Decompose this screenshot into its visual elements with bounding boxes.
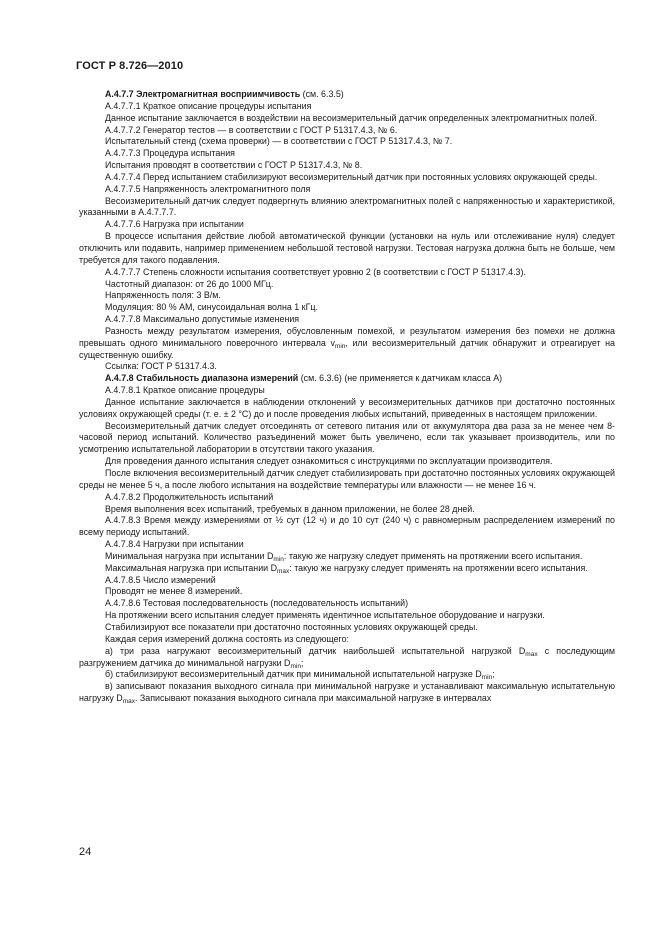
- section-heading: А.4.7.8 Стабильность диапазона измерений: [105, 373, 299, 384]
- paragraph: а) три раза нагружают весоизмерительный датчик наибольшей испытательной нагрузкой $D_{max}$ с последующим разгружением датчика до минимальной нагрузки $D_{min}$;: [79, 645, 615, 670]
- paragraph: Ссылка: ГОСТ Р 51317.4.3.: [105, 361, 217, 372]
- paragraph: Проводят не менее 8 измерений.: [105, 586, 243, 597]
- paragraph: б) стабилизируют весоизмерительный датчик при минимальной испытательной нагрузке $D_{min}$;: [105, 669, 495, 682]
- paragraph: А.4.7.8.2 Продолжительность испытаний: [105, 491, 274, 502]
- paragraph: А.4.7.8.4 Нагрузки при испытании: [105, 539, 244, 550]
- paragraph: в) записывают показания выходного сигнала при минимальной нагрузке и устанавливают максимальную испытательную нагрузку $D_{max}$. Записывают показания выходного сигнала при максимальной нагрузке в интервалах: [79, 681, 615, 706]
- paragraph: А.4.7.8 Стабильность диапазона измерений (см. 6.3.6) (не применяется к датчикам класса А): [105, 373, 503, 384]
- paragraph: Испытания проводят в соответствии с ГОСТ Р 51317.4.3, № 8.: [105, 160, 363, 171]
- subscript: min: [273, 555, 284, 563]
- paragraph: А.4.7.7.4 Перед испытанием стабилизируют весоизмерительный датчик при постоянных условиях окружающей среды.: [105, 171, 598, 182]
- paragraph: На протяжении всего испытания следует применять идентичное испытательное оборудование и нагрузки.: [105, 610, 545, 621]
- paragraph: Испытательный стенд (схема проверки) — в соответствии с ГОСТ Р 51317.4.3, № 7.: [105, 136, 453, 147]
- paragraph: Модуляция: 80 % АМ, синусоидальная волна 1 кГц.: [105, 302, 318, 313]
- subscript: max: [277, 567, 290, 575]
- paragraph: После включения весоизмерительный датчик следует стабилизировать при достаточно постоянных условиях окружающей среды не менее 5 ч, а после любого испытания на воздействие температуры или влажности — не менее 16 ч.: [79, 468, 615, 490]
- paragraph: А.4.7.7.8 Максимально допустимые изменения: [105, 314, 300, 325]
- subscript: max: [122, 698, 135, 706]
- paragraph: А.4.7.7.5 Напряженность электромагнитного поля: [105, 183, 311, 194]
- paragraph: Напряженность поля: 3 В/м.: [105, 290, 221, 301]
- paragraph: Стабилизируют все показатели при достаточно постоянных условиях окружающей среды.: [105, 621, 478, 632]
- paragraph: А.4.7.7.6 Нагрузка при испытании: [105, 219, 244, 230]
- paragraph: Весоизмерительный датчик следует подвергнуть влиянию электромагнитных полей с напряженностью и характеристикой, указанными в А.4.7.7.7.: [79, 195, 615, 218]
- paragraph: Данное испытание заключается в воздействии на весоизмерительный датчик определенных электромагнитных полей.: [105, 112, 598, 123]
- paragraph: Для проведения данного испытания следует ознакомиться с инструкциями по эксплуатации производителя.: [105, 456, 553, 467]
- paragraph: А.4.7.8.5 Число измерений: [105, 574, 216, 585]
- paragraph: А.4.7.7.3 Процедура испытания: [105, 148, 235, 159]
- paragraph: А.4.7.8.1 Краткое описание процедуры: [105, 385, 265, 396]
- paragraph: А.4.7.7.1 Краткое описание процедуры испытания: [105, 100, 312, 111]
- paragraph: А.4.7.7 Электромагнитная восприимчивость (см. 6.3.5): [105, 89, 344, 99]
- paragraph: А.4.7.8.3 Время между измерениями от ½ сут (12 ч) и до 10 сут (240 ч) с равномерным распределением измерений по всему периоду испытаний.: [79, 515, 615, 538]
- subscript: max: [525, 650, 538, 658]
- paragraph: Данное испытание заключается в наблюдении отклонений у весоизмерительных датчиков при достаточно постоянных условиях окружающей среды (т. е. ± 2 °С) до и после проведения любых испытаний, приведенных в настоящем приложении.: [79, 396, 615, 419]
- page-number: 24: [79, 846, 92, 858]
- paragraph: А.4.7.7.7 Степень сложности испытания соответствует уровню 2 (в соответствии с ГОСТ Р 51317.4.3).: [105, 266, 526, 277]
- paragraph: А.4.7.7.2 Генератор тестов — в соответствии с ГОСТ Р 51317.4.3, № 6.: [105, 124, 398, 135]
- paragraph: Минимальная нагрузка при испытании $D_{min}$: такую же нагрузку следует применять на протяжении всего испытания.: [105, 550, 583, 563]
- paragraph: Каждая серия измерений должна состоять из следующего:: [105, 633, 349, 644]
- paragraph: Время выполнения всех испытаний, требуемых в данном приложении, не более 28 дней.: [105, 503, 475, 514]
- paragraph: Разность между результатом измерения, обусловленным помехой, и результатом измерения без помехи не должна превышать одного минимального поверочного интервала $v_{min}$, или весоизмерительный датчик обнаружит и отреагирует на существенную ошибку.: [79, 325, 615, 360]
- section-heading: А.4.7.7 Электромагнитная восприимчивость: [105, 89, 301, 99]
- document-body: [79, 89, 615, 705]
- paragraph: Максимальная нагрузка при испытании $D_{max}$: такую же нагрузку следует применять на протяжении всего испытания.: [105, 562, 588, 575]
- paragraph: Весоизмерительный датчик следует отсоединять от сетевого питания или от аккумулятора два раза за не менее чем 8-часовой период испытаний. Количество разъединений может быть увеличено, если так указывает производитель, или по усмотрению испытательной лаборатории в отсутствии такого указания.: [79, 420, 615, 455]
- subscript: min: [290, 662, 301, 670]
- paragraph: Частотный диапазон: от 26 до 1000 МГц.: [105, 278, 274, 289]
- subscript: min: [481, 674, 493, 682]
- paragraph: А.4.7.8.6 Тестовая последовательность (последовательность испытаний): [105, 598, 409, 609]
- document-header: ГОСТ Р 8.726—2010: [76, 60, 184, 72]
- subscript: min: [334, 342, 346, 350]
- paragraph: В процессе испытания действие любой автоматической функции (установки на нуль или отслеживание нуля) следует отключить или подавить, например применением небольшой тестовой нагрузки. Тестовая нагрузка должна быть не больше, чем требуется для такого подавления.: [79, 231, 615, 265]
